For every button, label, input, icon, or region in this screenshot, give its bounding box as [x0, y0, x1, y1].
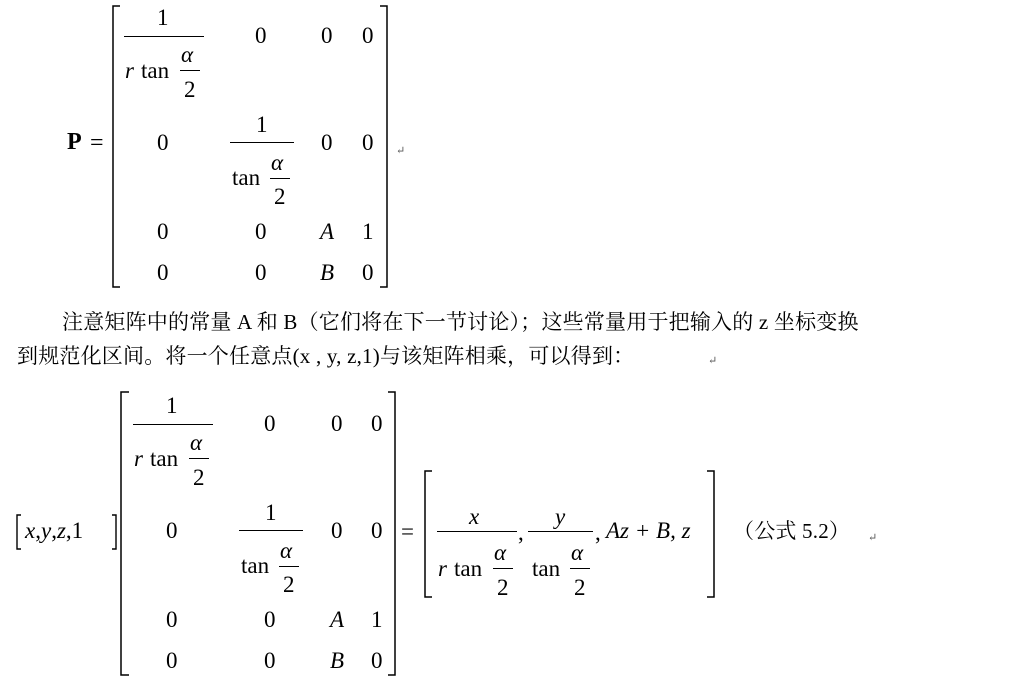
- m11-two: 2: [193, 465, 205, 490]
- equation-equals: =: [401, 519, 414, 544]
- paragraph-mark: ↵: [868, 532, 878, 544]
- result-x-alpha-line: [493, 568, 513, 569]
- p41: 0: [157, 260, 169, 285]
- row-vector-z: z: [56, 518, 66, 543]
- m12: 0: [264, 411, 276, 436]
- m22-tan: tan: [241, 553, 270, 578]
- row-vector-comma: ,: [35, 518, 41, 543]
- p34: 1: [362, 219, 374, 244]
- result-y-numerator: y: [555, 504, 566, 529]
- p42: 0: [255, 260, 267, 285]
- result-comma-2: ,: [595, 520, 601, 545]
- m11-r: r: [134, 446, 143, 471]
- paragraph-line-2: 到规范化区间。将一个任意点(x , y, z,1)与该矩阵相乘，可以得到：: [17, 344, 635, 368]
- m11-alpha: α: [190, 430, 203, 455]
- p14: 0: [362, 23, 374, 48]
- m43: B: [330, 648, 345, 673]
- m33: A: [330, 607, 345, 632]
- m14: 0: [371, 411, 383, 436]
- row-vector-one: 1: [71, 518, 84, 543]
- p11-tan: tan: [141, 58, 170, 83]
- p13: 0: [321, 23, 333, 48]
- m32: 0: [264, 607, 276, 632]
- p11-alpha: α: [181, 42, 194, 67]
- result-x-tan: tan: [454, 556, 483, 581]
- p11-r: r: [125, 58, 134, 83]
- p21: 0: [157, 130, 169, 155]
- m13: 0: [331, 411, 343, 436]
- result-x-numerator: x: [469, 504, 480, 529]
- p22-two: 2: [274, 184, 286, 209]
- m22-two: 2: [283, 572, 295, 597]
- p22-tan: tan: [232, 165, 261, 190]
- p33: A: [320, 219, 335, 244]
- m23: 0: [331, 518, 343, 543]
- equation-label: （公式 5.2）: [733, 519, 851, 543]
- m22-numerator: 1: [265, 500, 277, 525]
- row-vector-comma: ,: [51, 518, 57, 543]
- paragraph-mark: ↵: [708, 355, 718, 367]
- m31: 0: [166, 607, 178, 632]
- m22-alpha: α: [280, 538, 293, 563]
- matrix-p-symbol: P: [67, 129, 82, 155]
- p43: B: [320, 260, 335, 285]
- p24: 0: [362, 130, 374, 155]
- result-comma-1: ,: [518, 520, 524, 545]
- result-y-tan: tan: [532, 556, 561, 581]
- m41: 0: [166, 648, 178, 673]
- result-x-fraction-line: [437, 531, 517, 532]
- matrix-p-equals: =: [90, 130, 104, 156]
- m11-tan: tan: [150, 446, 179, 471]
- result-y-fraction-line: [528, 531, 593, 532]
- m34: 1: [371, 607, 383, 632]
- paragraph-line-1: 注意矩阵中的常量 A 和 B（它们将在下一节讨论）；这些常量用于把输入的 z 坐标变换: [62, 310, 859, 334]
- row-vector-y: y: [40, 518, 52, 543]
- p22-alpha: α: [271, 150, 284, 175]
- p44: 0: [362, 260, 374, 285]
- m42: 0: [264, 648, 276, 673]
- p11-numerator: 1: [157, 5, 169, 30]
- result-x-two: 2: [497, 575, 509, 600]
- result-x-r: r: [438, 556, 447, 581]
- p31: 0: [157, 219, 169, 244]
- paragraph-mark: ↵: [396, 145, 406, 157]
- result-x-alpha: α: [494, 540, 507, 565]
- p11-two: 2: [184, 77, 196, 102]
- result-tail: Az + B, z: [606, 518, 691, 543]
- result-y-alpha: α: [571, 540, 584, 565]
- p12: 0: [255, 23, 267, 48]
- result-y-alpha-line: [570, 568, 590, 569]
- m11-numerator: 1: [166, 393, 178, 418]
- p32: 0: [255, 219, 267, 244]
- row-vector-comma: ,: [65, 518, 72, 543]
- result-y-two: 2: [574, 575, 586, 600]
- row-vector-x: x: [25, 518, 36, 543]
- m21: 0: [166, 518, 178, 543]
- p23: 0: [321, 130, 333, 155]
- m44: 0: [371, 648, 383, 673]
- p22-numerator: 1: [256, 112, 268, 137]
- m24: 0: [371, 518, 383, 543]
